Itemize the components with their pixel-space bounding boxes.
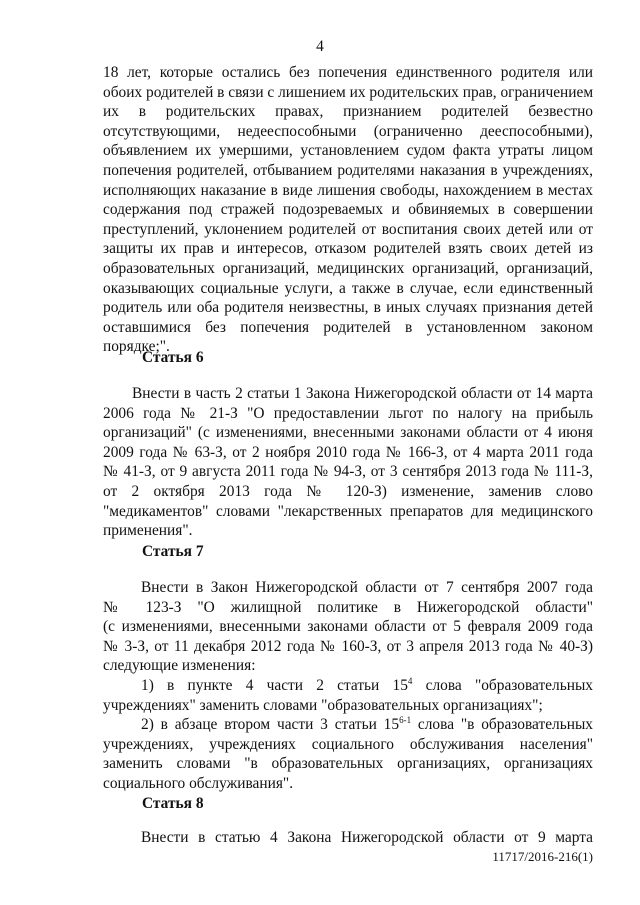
text-line: социального обслуживания".	[103, 774, 294, 792]
list-item-text: 2) в абзаце втором части 3 статьи 15	[141, 716, 400, 734]
text-line: обоих родителей в связи с лишением их родительских прав, ограничением	[103, 83, 594, 101]
text-line: исполняющих наказание в виде лишения свободы, нахождением в местах	[103, 181, 593, 199]
continuation-paragraph	[103, 63, 593, 357]
text-line: защиты их прав и интересов, отказом родителей взять своих детей из	[103, 240, 593, 258]
article-7-body	[103, 578, 593, 794]
text-line: порядке;".	[103, 338, 170, 356]
text-line: оставшимися без попечения родителей в установленном законом	[103, 318, 593, 336]
text-line: 18 лет, которые остались без попечения единственного родителя или	[103, 64, 593, 81]
text-line: Внести в Закон Нижегородской области от 7 сентября 2007 года	[141, 579, 593, 596]
text-line: (с изменениями, внесенными законами области от 5 февраля 2009 года	[103, 618, 593, 636]
article-6-body	[103, 384, 593, 541]
text-line: их в родительских правах, признанием родителей безвестно	[103, 103, 593, 121]
text-line: попечения родителей, отбыванием родителями наказания в учреждениях,	[103, 161, 593, 179]
text-line: Внести в часть 2 статьи 1 Закона Нижегородской области от 14 марта	[132, 385, 593, 402]
list-item-text: 1) в пункте 4 части 2 статьи 15	[141, 676, 408, 694]
text-line: образовательных организаций, медицинских организаций, организаций,	[103, 259, 593, 277]
superscript: 4	[407, 675, 413, 686]
text-line: № 41-З, от 9 августа 2011 года № 94-З, от 3 сентября 2013 года № 111-З,	[103, 463, 593, 481]
text-line: объявлением их умершими, установлением судом факта утраты лицом	[103, 142, 593, 160]
text-line: учреждениях" заменить словами "образовательных организациях";	[103, 696, 543, 714]
text-line: 2006 года № 21-З "О предоставлении льгот по налогу на прибыль	[103, 404, 593, 422]
text-line: отсутствующими, недееспособными (ограниченно дееспособными),	[103, 122, 593, 140]
text-line: применения".	[103, 522, 193, 540]
text-line: заменить словами "в образовательных организациях, организациях	[103, 755, 593, 773]
document-code: 11717/2016-216(1)	[492, 849, 593, 864]
text-line: оказывающих социальные услуги, а также в случае, если единственный	[103, 279, 593, 297]
text-line: содержания под стражей подозреваемых и обвиняемых в совершении	[103, 201, 593, 219]
text-line: организаций" (с изменениями, внесенными законами области от 4 июня	[103, 424, 593, 442]
text-line: родитель или оба родителя неизвестны, в иных случаях признания детей	[103, 299, 593, 317]
text-line: следующие изменения:	[103, 657, 256, 675]
article-7-heading: Статья 7	[142, 543, 204, 560]
text-line: преступлений, уклонением родителей от воспитания своих детей или от	[103, 220, 593, 238]
text-line: № 123-З "О жилищной политике в Нижегородской области"	[103, 598, 593, 616]
text-line: 2009 года № 63-З, от 2 ноября 2010 года № 166-З, от 4 марта 2011 года	[103, 443, 593, 461]
article-6-heading: Статья 6	[142, 349, 204, 366]
text-line: от 2 октября 2013 года № 120-З) изменение, заменив слово	[103, 482, 593, 500]
list-item-1	[103, 676, 593, 696]
text-line: Внести в статью 4 Закона Нижегородской области от 9 марта	[141, 829, 593, 846]
page-number: 4	[316, 38, 324, 55]
list-item-2	[103, 715, 593, 735]
superscript: 6-1	[399, 715, 412, 726]
text-line: № 3-З, от 11 декабря 2012 года № 160-З, от 3 апреля 2013 года № 40-З)	[103, 637, 593, 655]
article-8-heading: Статья 8	[142, 795, 204, 812]
article-8-body	[103, 828, 593, 848]
text-line: "медикаментов" словами "лекарственных препаратов для медицинского	[103, 502, 593, 520]
list-item-text: слова "образовательных	[425, 676, 593, 694]
list-item-text: слова "в образовательных	[417, 716, 593, 734]
text-line: учреждениях, учреждениях социального обслуживания населения"	[103, 735, 593, 753]
